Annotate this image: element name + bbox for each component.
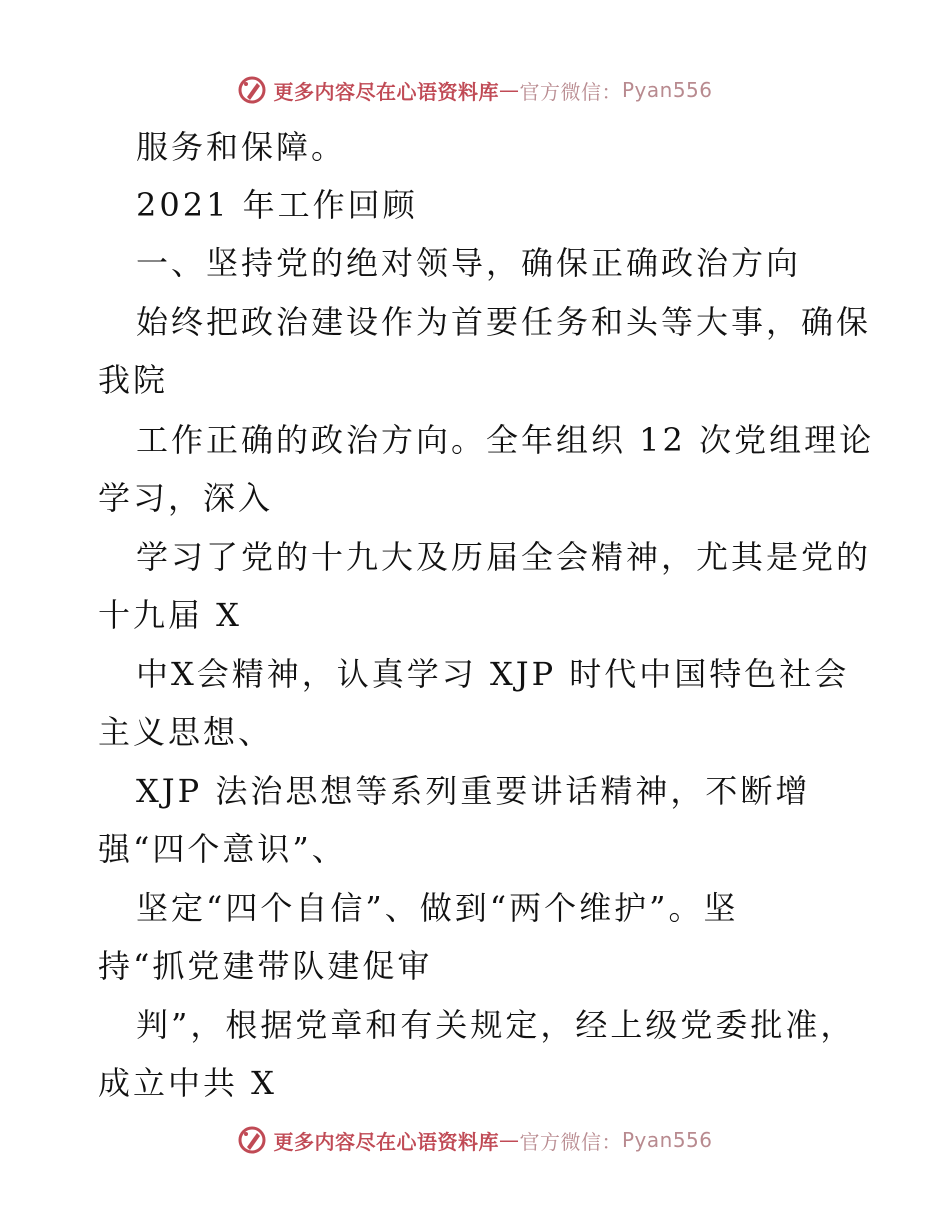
text-line: 判”，根据党章和有关规定，经上级党委批准， [136,1006,856,1044]
banner-wechat-id: Pyan556 [621,78,713,102]
text-line: 始终把政治建设作为首要任务和头等大事，确保 [136,303,872,341]
banner-separator: — [498,78,520,102]
text-line: 持“抓党建带队建促审 [98,947,433,985]
text-line: 中X会精神，认真学习 XJP 时代中国特色社会 [136,655,850,693]
text-line: 成立中共 X [98,1064,277,1102]
banner-wechat-label: 官方微信： [519,79,622,104]
pen-logo-icon [237,1125,267,1155]
text-line: 主义思想、 [98,713,274,751]
text-line: 我院 [98,361,169,399]
header-watermark-banner [0,70,950,110]
text-line: 学习，深入 [98,479,274,517]
banner-wechat-id: Pyan556 [621,1128,713,1152]
text-line: 工作正确的政治方向。全年组织 12 次党组理论 [136,421,875,459]
banner-separator: — [498,1128,520,1152]
section-heading: 一、坚持党的绝对领导，确保正确政治方向 [136,244,802,282]
banner-text: 更多内容尽在心语资料库 [273,79,499,104]
text-line: XJP 法治思想等系列重要讲话精神，不断增 [136,772,811,810]
pen-logo-icon [237,75,267,105]
banner-text: 更多内容尽在心语资料库 [273,1129,499,1154]
text-line: 学习了党的十九大及历届全会精神，尤其是党的 [136,538,872,576]
text-line: 2021 年工作回顾 [136,186,418,224]
text-line: 强“四个意识”、 [98,830,347,868]
text-line: 坚定“四个自信”、做到“两个维护”。坚 [136,889,739,927]
banner-wechat-label: 官方微信： [519,1129,622,1154]
footer-watermark-banner [0,1120,950,1160]
text-line: 十九届 X [98,596,242,634]
text-line: 服务和保障。 [136,128,347,166]
